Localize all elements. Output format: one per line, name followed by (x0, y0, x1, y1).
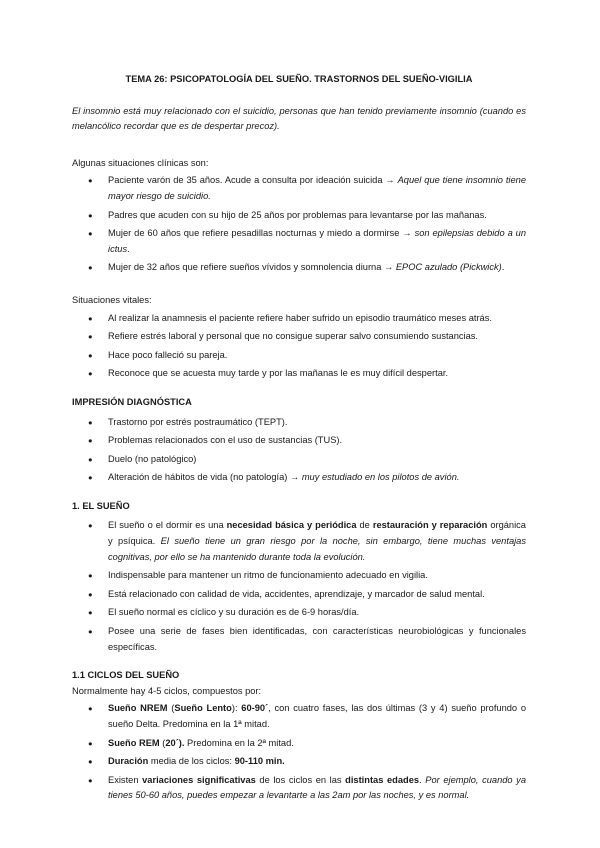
sleep-cycles-list (72, 701, 526, 804)
list-item: ● Trastorno por estrés postraumático (TEPT). (72, 415, 526, 431)
list-item: ● Alteración de hábitos de vida (no patología) → muy estudiado en los pilotos de avión. (72, 470, 526, 486)
list-item: ● Existen variaciones significativas de los ciclos en las distintas edades. Por ejemplo, cuando ya tienes 50-60 años, puedes empezar a levantarte a las 2am por las noches, y es normal. (72, 773, 526, 804)
list-item: ● Hace poco falleció su pareja. (72, 348, 526, 364)
page-title: TEMA 26: PSICOPATOLOGÍA DEL SUEÑO. TRASTORNOS DEL SUEÑO-VIGILIA (125, 74, 473, 84)
clinical-situations-list (72, 173, 526, 276)
list-item: ● Sueño NREM (Sueño Lento): 60-90´, con cuatro fases, las dos últimas (3 y 4) sueño profundo o sueño Delta. Predomina en la 1ª mitad. (72, 701, 526, 732)
section-heading-sleep: 1. EL SUEÑO (72, 500, 130, 511)
sleep-cycles-lead: Normalmente hay 4-5 ciclos, compuestos por: (72, 685, 262, 696)
vital-situations-lead: Situaciones vitales: (72, 294, 152, 305)
list-item: ● Mujer de 32 años que refiere sueños vívidos y somnolencia diurna → EPOC azulado (Pickwick). (72, 260, 526, 276)
intro-paragraph: El insomnio está muy relacionado con el suicidio, personas que han tenido previamente insomnio (cuando es melancólico recordar que es de despertar precoz). (72, 105, 526, 132)
list-item: ● Duelo (no patológico) (72, 452, 526, 468)
list-item: ● Duración media de los ciclos: 90-110 min. (72, 754, 526, 770)
list-item: ● Al realizar la anamnesis el paciente refiere haber sufrido un episodio traumático meses atrás. (72, 311, 526, 327)
list-item: ● El sueño o el dormir es una necesidad básica y periódica de restauración y reparación orgánica y psíquica. El sueño tiene un gran riesgo por la noche, sin embargo, tiene muchas ventajas cognitivas, por ello se ha mantenido durante toda la evolución. (72, 518, 526, 565)
list-item: ● Mujer de 60 años que refiere pesadillas nocturnas y miedo a dormirse → son epilepsias debido a un ictus. (72, 226, 526, 257)
list-item: ● Sueño REM (20´). Predomina en la 2ª mitad. (72, 736, 526, 752)
diagnostic-list (72, 415, 526, 486)
list-item: ● Reconoce que se acuesta muy tarde y por las mañanas le es muy difícil despertar. (72, 366, 526, 382)
list-item: ● Está relacionado con calidad de vida, accidentes, aprendizaje, y marcador de salud mental. (72, 587, 526, 603)
list-item: ● Problemas relacionados con el uso de sustancias (TUS). (72, 433, 526, 449)
sleep-list (72, 518, 526, 655)
list-item: ● Posee una serie de fases bien identificadas, con características neurobiológicas y funcionales específicas. (72, 624, 526, 655)
list-item: ● Paciente varón de 35 años. Acude a consulta por ideación suicida → Aquel que tiene insomnio tiene mayor riesgo de suicidio. (72, 173, 526, 204)
clinical-situations-lead: Algunas situaciones clínicas son: (72, 157, 209, 168)
section-heading-sleep-cycles: 1.1 CICLOS DEL SUEÑO (72, 670, 180, 681)
vital-situations-list (72, 311, 526, 382)
list-item: ● Refiere estrés laboral y personal que no consigue superar salvo consumiendo sustancias. (72, 329, 526, 345)
section-heading-diagnostic: IMPRESIÓN DIAGNÓSTICA (72, 396, 192, 407)
list-item: ● Padres que acuden con su hijo de 25 años por problemas para levantarse por las mañanas. (72, 208, 526, 224)
list-item: ● Indispensable para mantener un ritmo de funcionamiento adecuado en vigilia. (72, 568, 526, 584)
list-item: ● El sueño normal es cíclico y su duración es de 6-9 horas/día. (72, 605, 526, 621)
